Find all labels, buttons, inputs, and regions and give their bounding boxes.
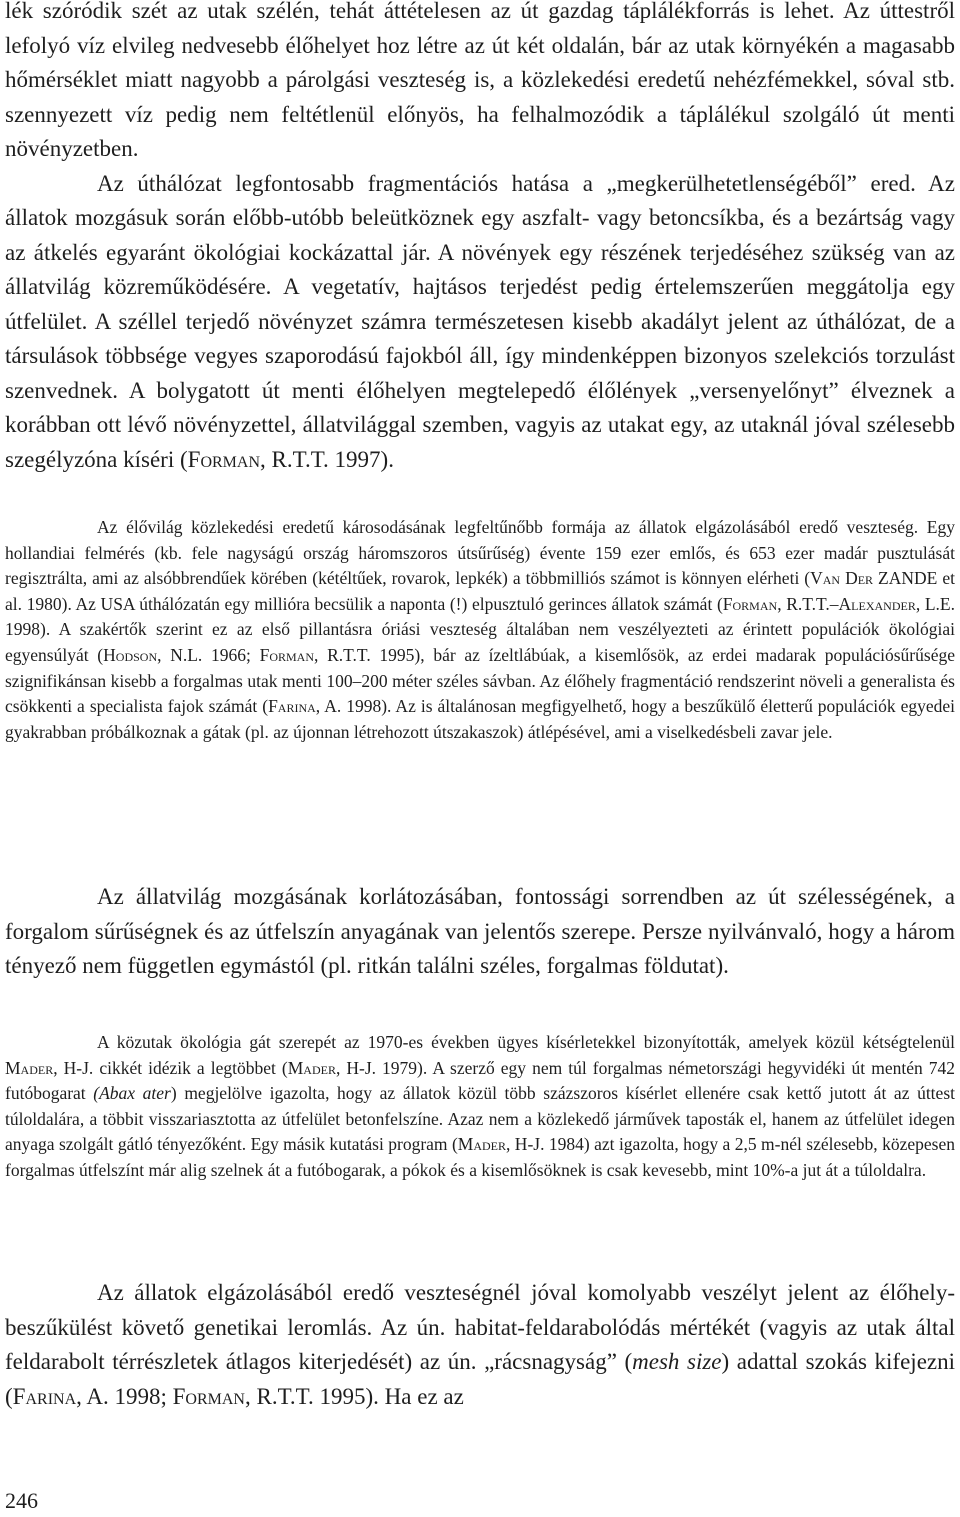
p4-text-3: , H-J. 1979). A szerző egy nem túl forgalmas németországi hegyvidéki út mentén 742 futóbogarat [5,1057,956,1104]
citation-mader: Mader [457,1134,507,1155]
citation-forman: Forman [172,1383,245,1409]
p2-text-5: , N.L. 1966; [157,644,260,665]
citation-farina: Farina [12,1383,77,1409]
citation-van-der: Van Der [810,568,874,589]
p5-text-2: ) adattal szokás kifejezni ( [5,1349,955,1409]
paragraph-3: Az állatvilág mozgásának korlátozásában, fontossági sorrendben az út szélességének, a forgalom sűrűségnek és az útfelszín anyagának van jelentős szerepe. Persze nyilvánvaló, hogy a három tényező nem független egymástól (pl. ritkán találni széles, forgalmas földutat). [5,884,955,978]
p1-text-3: , R.T.T. 1997). [260,446,394,472]
p2-text-6: , R.T.T. 1995), bár az ízeltlábúak, a kisemlősök, az erdei madarak populációsűrűsége szignifikánsan kisebb a forgalmas utak menti 100–200 méter széles sávban. Az élőhely fragmentáció rendszerint növeli a generalista és csökkenti a specialista fajok számát ( [5,644,955,717]
p4-text-1: A közutak ökológia gát szerepét az 1970-es években ügyes kísérletekkel bizonyították, amelyek közül kétségtelenül [97,1032,955,1052]
citation-hodson: Hodson [103,644,158,665]
mesh-size-term: mesh size [632,1349,722,1374]
p2-text-4: , L.E. 1998). A szakértők szerint ez az első pillantásra óriási veszteség általában nem veszélyezteti az érintett populációk ökológiai egyensúlyát ( [5,593,955,665]
p4-text-2: , H-J. cikkét idézik a legtöbbet ( [53,1057,288,1078]
species-name: (Abax ater [93,1083,171,1104]
paragraph-5 [5,1276,955,1414]
citation-farina: Farina [268,696,316,717]
p2-text-7: , A. 1998). Az is általánosan megfigyelhető, hogy a beszűkülő életterű populációk egyedei gyakrabban próbálkoznak a gátak (pl. az újonnan létrehozott útszakaszok) átlépésével, ami a viselkedésbeli zavar jele. [5,696,955,742]
citation-mader: Mader [287,1057,336,1078]
citation-forman: Forman [722,593,778,614]
p2-text-1: Az élővilág közlekedési eredetű károsodásának legfeltűnőbb formája az állatok elgázolásából eredő veszteség. Egy hollandiai felmérés (kb. fele nagyságú ország háromszoros útsűrűség) évente 159 ezer emlős, és 653 ezer madár pusztulását regisztrálta, ami az alsóbbrendűek körében (kétéltűek, rovarok, lepkék) a többmilliós számot is könnyen elérheti ( [5,517,955,589]
p5-text-3: , A. 1998; [76,1383,173,1409]
citation-mader: Mader [5,1057,54,1078]
citation-forman: Forman [187,446,261,472]
p2-text-2: ZANDE et al. 1980). Az USA úthálózatán egy millióra becsülik a naponta (!) elpusztuló gerinces állatok számát ( [5,568,955,614]
p5-text-4: , R.T.T. 1995). Ha ez az [244,1383,464,1409]
paragraph-1 [5,0,955,477]
citation-forman: Forman [259,644,315,665]
p4-text-4: ) megjelölve igazolta, hogy az állatok közül több százszoros kísérlet ellenére csak kettő jutott át az úttest túloldalára, a többit visszariasztotta az útfelület betonfelszíne. Azaz nem a közlekedő járművek taposták el, hanem az útfelület idegen anyaga szolgált gátló tényezőként. Egy másik kutatási program ( [5,1083,955,1155]
page-number: 246 [5,1488,38,1513]
paragraph-4-small [5,1030,955,1184]
p2-text-3: , R.T.T.– [777,593,839,614]
p1-text-2: Az úthálózat legfontosabb fragmentációs hatása a „megkerülhetetlenségéből” ered. Az állatok mozgásuk során előbb-utóbb beleütköznek egy aszfalt- vagy betoncsíkba, és a bezártság vagy az átkelés egyaránt ökológiai kockázattal jár. A növények egy részének terjedéséhez szükség van az állatvilág közreműködésére. A vegetatív, hajtásos terjedést pedig értelemszerűen meggátolja egy útfelület. A széllel terjedő növényzet számra természetesen kisebb akadályt jelent az úthálózat, de a társulások többsége vegyes szaporodású fajokból áll, így mindenképpen bizonyos szelekciós torzulást szenvednek. A bolygatott út menti élőhelyen megtelepedő élőlények „versenyelőnyt” élveznek a korábban ott lévő növényzettel, állatvilággal szemben, vagyis az utakat egy, az utaknál jóval szélesebb szegélyzóna kíséri ( [5,170,955,472]
paragraph-2-small [5,515,955,745]
p5-text-1: Az állatok elgázolásából eredő veszteségnél jóval komolyabb veszélyt jelent az élőhely-beszűkülést követő genetikai leromlás. Az ún. habitat-feldarabolódás mértékét (vagyis az utak által feldarabolt térrészletek átlagos kiterjedését) az ún. „rácsnagyság” ( [5,1280,955,1374]
citation-alexander: Alexander [838,593,916,614]
p1-text-1: lék szóródik szét az utak szélén, tehát áttételesen az út gazdag táplálékforrás is lehet. Az úttestről lefolyó víz elvileg nedvesebb élőhelyet hoz létre az út két oldalán, bár az utak környékén a magasabb hőmérséklet miatt nagyobb a párolgási veszteség is, a közlekedési eredetű nehézfémekkel, sóval stb. szennyezett víz pedig nem feltétlenül előnyös, ha felhalmozódik a táplálékul szolgáló út menti növényzetben. [5,0,955,161]
p4-text-5: , H-J. 1984) azt igazolta, hogy a 2,5 m-nél szélesebb, közepesen forgalmas útfelszínt már alig szelnek át a futóbogarak, a pókok és a kisemlősöknek is csak kevesebb, mint 10%-a jut át a túloldalra. [5,1134,955,1180]
